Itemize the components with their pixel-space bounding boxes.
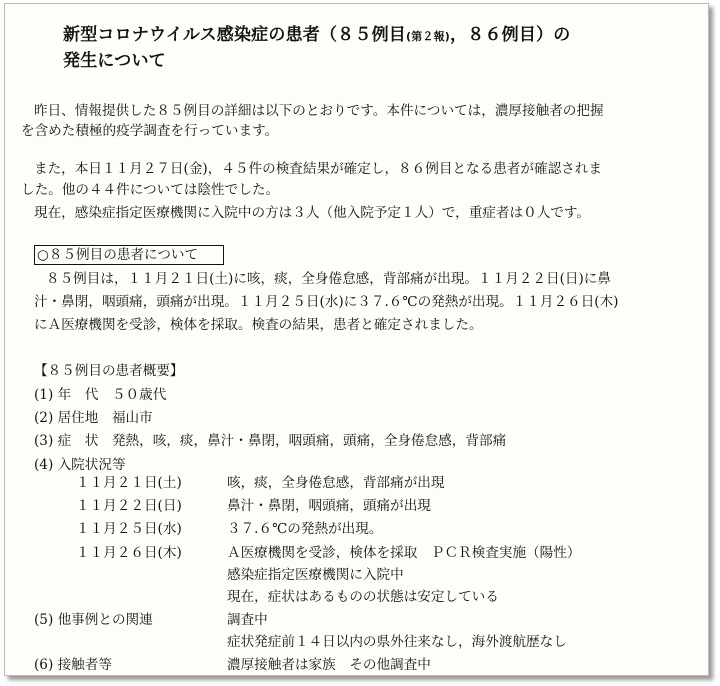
summary-symptoms: (3) 症 状 発熱，咳，痰，鼻汁・鼻閉，咽頭痛，頭痛，全身倦怠感，背部痛 (34, 433, 507, 449)
section-heading: ○８５例目の患者について (37, 247, 199, 263)
timeline-event: 現在，症状はあるものの状態は安定している (227, 589, 499, 605)
summary-related-status: 調査中 (227, 612, 268, 628)
timeline-event: Ａ医療機関を受診，検体を採取 ＰＣＲ検査実施（陽性） (227, 545, 581, 561)
document-page (4, 3, 709, 676)
intro-line-3: また，本日１１月２７日(金)，４５件の検査結果が確定し，８６例目となる患者が確認されま (34, 161, 602, 177)
summary-hospital-label: (4) 入院状況等 (34, 457, 126, 473)
intro-line-5: 現在，感染症指定医療機関に入院中の方は３人（他入院予定１人）で，重症者は０人です。 (34, 205, 590, 221)
summary-related-label: (5) 他事例との関連 (34, 612, 153, 628)
intro-line-2: を含めた積極的疫学調査を行っています。 (21, 123, 279, 139)
timeline-date: １１月２２日(日) (76, 498, 182, 514)
title-main: 新型コロナウイルス感染症の患者（８５例目 (63, 25, 406, 45)
timeline-date: １１月２５日(水) (76, 521, 182, 537)
document-title (63, 23, 570, 73)
timeline-date: １１月２６日(木) (76, 545, 182, 561)
summary-heading: 【８５例目の患者概要】 (34, 363, 184, 379)
title-report-number: (第２報) (405, 30, 451, 43)
timeline-event: 咳，痰，全身倦怠感，背部痛が出現 (227, 475, 445, 491)
timeline-event: ３７.６℃の発熱が出現。 (227, 521, 383, 537)
summary-related-travel: 症状発症前１４日以内の県外往来なし，海外渡航歴なし (227, 634, 567, 650)
timeline-event: 鼻汁・鼻閉，咽頭痛，頭痛が出現 (227, 498, 431, 514)
section-body-line-2: 汁・鼻閉，咽頭痛，頭痛が出現。１１月２５日(水)に３７.６℃の発熱が出現。１１月２６日(木) (34, 294, 619, 310)
intro-line-4: した。他の４４件については陰性でした。 (21, 182, 280, 198)
section-heading-box (34, 245, 224, 265)
intro-line-1: 昨日、情報提供した８５例目の詳細は以下のとおりです。本件については，濃厚接触者の把握 (34, 103, 604, 119)
title-line-1 (63, 23, 570, 49)
section-body-line-1: ８５例目は，１１月２１日(土)に咳，痰，全身倦怠感，背部痛が出現。１１月２２日(日)に鼻 (46, 271, 611, 287)
summary-age: (1) 年 代 ５０歳代 (34, 387, 167, 403)
timeline-event: 感染症指定医療機関に入院中 (227, 567, 404, 583)
section-body-line-3: にＡ医療機関を受診，検体を採取。検査の結果，患者と確定されました。 (34, 317, 483, 333)
summary-contacts-label: (6) 接触者等 (34, 657, 112, 673)
summary-residence: (2) 居住地 福山市 (34, 410, 153, 426)
timeline-date: １１月２１日(土) (76, 475, 182, 491)
title-line-2: 発生について (63, 51, 166, 71)
title-rest: ，８６例目）の (450, 25, 571, 45)
summary-contacts: 濃厚接触者は家族 その他調査中 (227, 657, 431, 673)
